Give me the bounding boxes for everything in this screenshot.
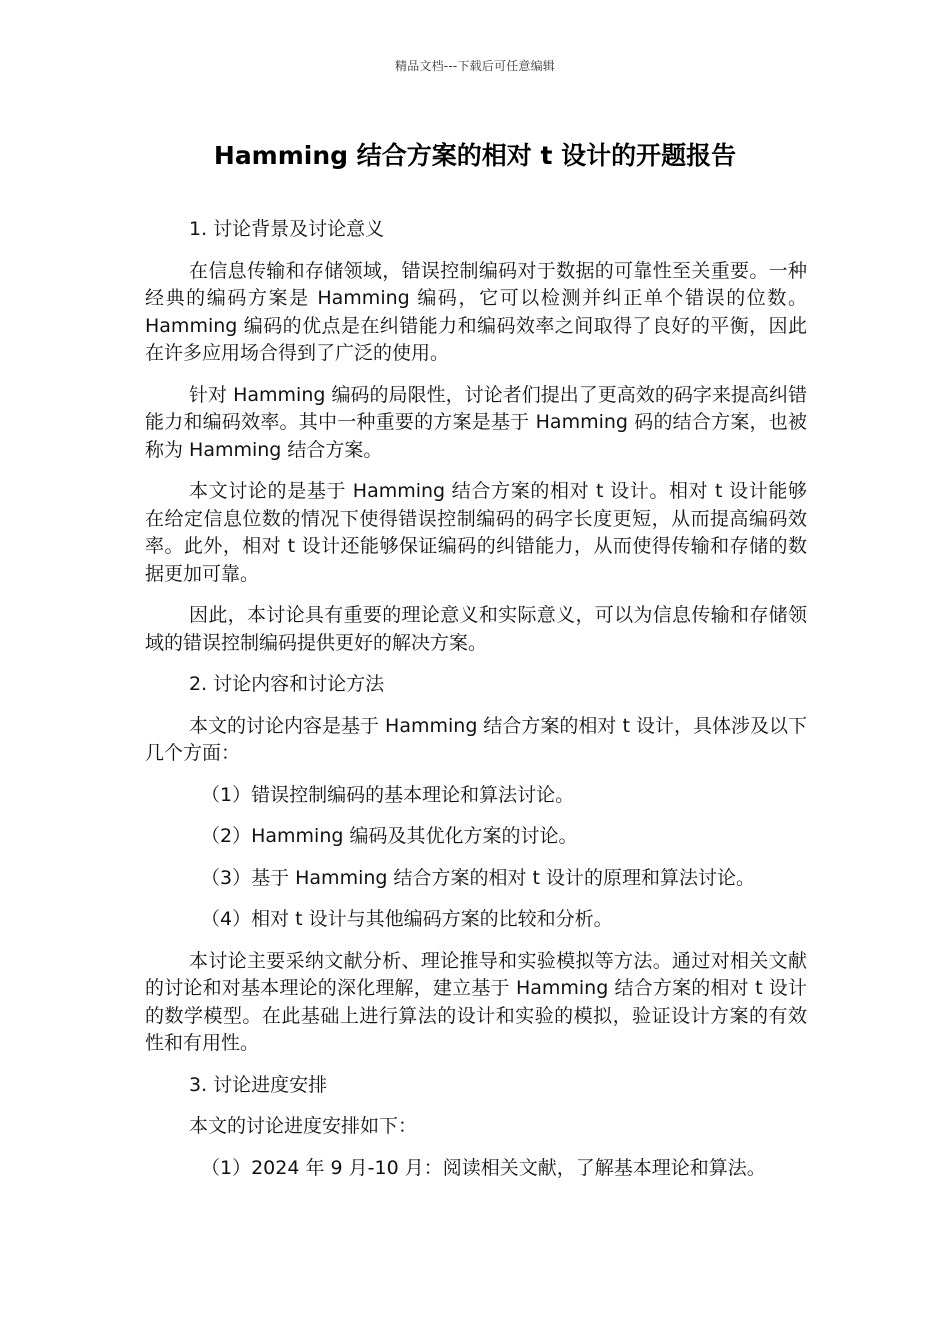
document-body [145, 216, 807, 1196]
header-note: 精品文档---下载后可任意编辑 [395, 59, 555, 73]
section-2-heading: 2. 讨论内容和讨论方法 [189, 673, 385, 695]
section-2-methods: 本讨论主要采纳文献分析、理论推导和实验模拟等方法。通过对相关文献的讨论和对基本理论的深化理解，建立基于 Hamming 结合方案的相对 t 设计的数学模型。在此基础上进行算法的设计和实验的模拟，验证设计方案的有效性和有用性。 [145, 949, 807, 1054]
section-1-paragraph-4: 因此，本讨论具有重要的理论意义和实际意义，可以为信息传输和存储领域的错误控制编码提供更好的解决方案。 [145, 604, 807, 654]
section-1-paragraph-1: 在信息传输和存储领域，错误控制编码对于数据的可靠性至关重要。一种经典的编码方案是 Hamming 编码，它可以检测并纠正单个错误的位数。Hamming 编码的优点是在纠错能力和编码效率之间取得了良好的平衡，因此在许多应用场合得到了广泛的使用。 [145, 259, 807, 364]
section-1-heading: 1. 讨论背景及讨论意义 [189, 218, 385, 240]
section-3-intro: 本文的讨论进度安排如下： [189, 1115, 418, 1137]
section-2-intro: 本文的讨论内容是基于 Hamming 结合方案的相对 t 设计，具体涉及以下几个方面： [145, 714, 807, 764]
section-3-heading: 3. 讨论进度安排 [189, 1073, 328, 1096]
section-1-paragraph-2: 针对 Hamming 编码的局限性，讨论者们提出了更高效的码字来提高纠错能力和编码效率。其中一种重要的方案是基于 Hamming 码的结合方案，也被称为 Hamming 结合方案。 [145, 383, 807, 461]
section-1-paragraph-3: 本文讨论的是基于 Hamming 结合方案的相对 t 设计。相对 t 设计能够在给定信息位数的情况下使得错误控制编码的码字长度更短，从而提高编码效率。此外，相对 t 设计还能够保证编码的纠错能力，从而使得传输和存储的数据更加可靠。 [145, 480, 807, 585]
section-2-list-item-4: （4）相对 t 设计与其他编码方案的比较和分析。 [201, 908, 613, 930]
section-3-list-item-1: （1）2024 年 9 月-10 月：阅读相关文献，了解基本理论和算法。 [201, 1156, 766, 1179]
section-2-list-item-1: （1）错误控制编码的基本理论和算法讨论。 [201, 783, 575, 806]
section-2-list-item-3: （3）基于 Hamming 结合方案的相对 t 设计的原理和算法讨论。 [201, 866, 756, 889]
document-title: Hamming 结合方案的相对 t 设计的开题报告 [213, 141, 737, 170]
section-2-list-item-2: （2）Hamming 编码及其优化方案的讨论。 [201, 825, 578, 847]
